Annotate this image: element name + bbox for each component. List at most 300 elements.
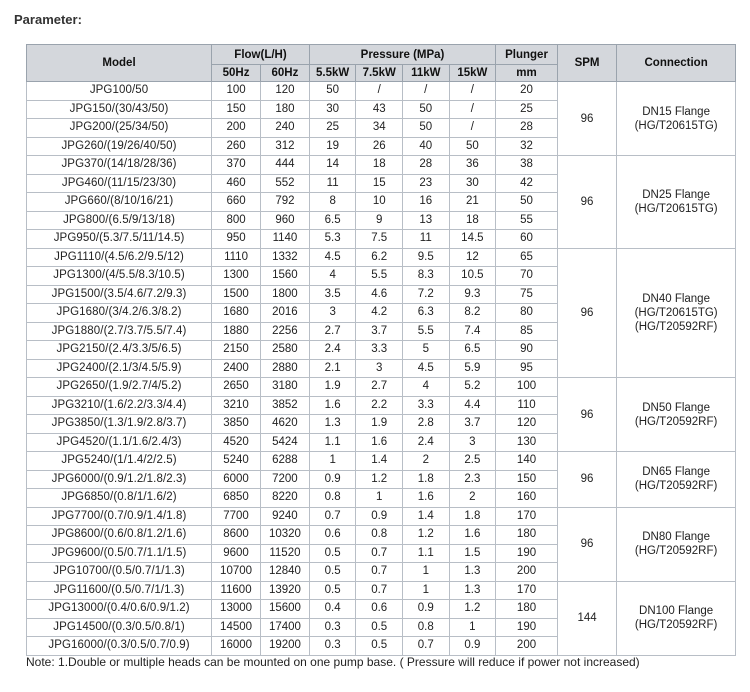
pressure-11kw-cell: 1.1: [403, 544, 450, 563]
flow-50hz-cell: 8600: [212, 526, 261, 545]
model-cell: JPG14500/(0.3/0.5/0.8/1): [27, 618, 212, 637]
pressure-5-5kw-cell: 11: [309, 174, 356, 193]
model-cell: JPG1300/(4/5.5/8.3/10.5): [27, 267, 212, 286]
pressure-5-5kw-cell: 2.7: [309, 322, 356, 341]
connection-line: (HG/T20615TG): [634, 202, 718, 215]
plunger-cell: 160: [496, 489, 558, 508]
header-spm: SPM: [557, 45, 616, 82]
pressure-7-5kw-cell: 0.6: [356, 600, 403, 619]
pressure-11kw-cell: 9.5: [403, 248, 450, 267]
pressure-7-5kw-cell: 26: [356, 137, 403, 156]
plunger-cell: 140: [496, 452, 558, 471]
pressure-11kw-cell: 5: [403, 341, 450, 360]
flow-50hz-cell: 950: [212, 230, 261, 249]
model-cell: JPG3210/(1.6/2.2/3.3/4.4): [27, 396, 212, 415]
pressure-5-5kw-cell: 0.5: [309, 544, 356, 563]
flow-50hz-cell: 16000: [212, 637, 261, 656]
header-60hz: 60Hz: [260, 65, 309, 82]
pressure-7-5kw-cell: 0.8: [356, 526, 403, 545]
flow-60hz-cell: 19200: [260, 637, 309, 656]
pressure-7-5kw-cell: 4.6: [356, 285, 403, 304]
pressure-15kw-cell: 1.8: [449, 507, 496, 526]
spm-cell: 144: [557, 581, 616, 655]
connection-line: DN100 Flange: [639, 605, 714, 617]
pressure-11kw-cell: 40: [403, 137, 450, 156]
pressure-5-5kw-cell: 2.1: [309, 359, 356, 378]
pressure-15kw-cell: 4.4: [449, 396, 496, 415]
model-cell: JPG800/(6.5/9/13/18): [27, 211, 212, 230]
pressure-11kw-cell: 2: [403, 452, 450, 471]
flow-50hz-cell: 9600: [212, 544, 261, 563]
flow-50hz-cell: 800: [212, 211, 261, 230]
plunger-cell: 25: [496, 100, 558, 119]
header-50hz: 50Hz: [212, 65, 261, 82]
pressure-15kw-cell: 6.5: [449, 341, 496, 360]
pressure-7-5kw-cell: 18: [356, 156, 403, 175]
flow-50hz-cell: 370: [212, 156, 261, 175]
connection-line: DN25 Flange: [642, 188, 710, 201]
connection-cell: [617, 82, 736, 156]
plunger-cell: 130: [496, 433, 558, 452]
connection-line: (HG/T20592RF): [634, 415, 718, 428]
flow-50hz-cell: 10700: [212, 563, 261, 582]
plunger-cell: 110: [496, 396, 558, 415]
model-cell: JPG460/(11/15/23/30): [27, 174, 212, 193]
plunger-cell: 190: [496, 618, 558, 637]
plunger-cell: 150: [496, 470, 558, 489]
pressure-7-5kw-cell: 3.3: [356, 341, 403, 360]
pressure-11kw-cell: 2.8: [403, 415, 450, 434]
pressure-15kw-cell: 3: [449, 433, 496, 452]
pressure-15kw-cell: 1.3: [449, 563, 496, 582]
pressure-15kw-cell: 1: [449, 618, 496, 637]
flow-50hz-cell: 3210: [212, 396, 261, 415]
flow-60hz-cell: 11520: [260, 544, 309, 563]
pressure-11kw-cell: 13: [403, 211, 450, 230]
flow-50hz-cell: 4520: [212, 433, 261, 452]
pressure-7-5kw-cell: 0.7: [356, 544, 403, 563]
connection-cell: [617, 248, 736, 378]
pressure-15kw-cell: 3.7: [449, 415, 496, 434]
connection-line: DN15 Flange: [642, 105, 710, 118]
flow-60hz-cell: 552: [260, 174, 309, 193]
pressure-11kw-cell: 50: [403, 100, 450, 119]
flow-60hz-cell: 5424: [260, 433, 309, 452]
plunger-cell: 60: [496, 230, 558, 249]
pressure-7-5kw-cell: 3: [356, 359, 403, 378]
model-cell: JPG8600/(0.6/0.8/1.2/1.6): [27, 526, 212, 545]
header-11kw: 11kW: [403, 65, 450, 82]
spm-cell: 96: [557, 452, 616, 508]
flow-60hz-cell: 2016: [260, 304, 309, 323]
header-plunger-unit: mm: [496, 65, 558, 82]
pressure-15kw-cell: 1.6: [449, 526, 496, 545]
pressure-5-5kw-cell: 1.3: [309, 415, 356, 434]
footnote: Note: 1.Double or multiple heads can be mounted on one pump base. ( Pressure will reduce if power not increased): [26, 655, 640, 669]
model-cell: JPG1500/(3.5/4.6/7.2/9.3): [27, 285, 212, 304]
model-cell: JPG660/(8/10/16/21): [27, 193, 212, 212]
pressure-7-5kw-cell: 2.7: [356, 378, 403, 397]
flow-60hz-cell: 1560: [260, 267, 309, 286]
pressure-5-5kw-cell: 0.8: [309, 489, 356, 508]
flow-50hz-cell: 1880: [212, 322, 261, 341]
table-row: [27, 452, 736, 471]
pressure-11kw-cell: 1.6: [403, 489, 450, 508]
pressure-5-5kw-cell: 0.6: [309, 526, 356, 545]
flow-50hz-cell: 660: [212, 193, 261, 212]
pressure-5-5kw-cell: 0.7: [309, 507, 356, 526]
flow-50hz-cell: 2650: [212, 378, 261, 397]
flow-50hz-cell: 100: [212, 82, 261, 101]
flow-50hz-cell: 11600: [212, 581, 261, 600]
pressure-11kw-cell: /: [403, 82, 450, 101]
header-15kw: 15kW: [449, 65, 496, 82]
pressure-15kw-cell: 2.3: [449, 470, 496, 489]
pressure-15kw-cell: 1.3: [449, 581, 496, 600]
model-cell: JPG2150/(2.4/3.3/5/6.5): [27, 341, 212, 360]
table-row: [27, 82, 736, 101]
header-pressure: Pressure (MPa): [309, 45, 495, 65]
header-model: Model: [27, 45, 212, 82]
model-cell: JPG2650/(1.9/2.7/4/5.2): [27, 378, 212, 397]
pressure-11kw-cell: 28: [403, 156, 450, 175]
pressure-5-5kw-cell: 1.6: [309, 396, 356, 415]
flow-60hz-cell: 444: [260, 156, 309, 175]
flow-60hz-cell: 2256: [260, 322, 309, 341]
pressure-15kw-cell: 12: [449, 248, 496, 267]
pressure-7-5kw-cell: 1.2: [356, 470, 403, 489]
flow-60hz-cell: 7200: [260, 470, 309, 489]
plunger-cell: 170: [496, 581, 558, 600]
pressure-11kw-cell: 6.3: [403, 304, 450, 323]
pressure-15kw-cell: 30: [449, 174, 496, 193]
pressure-7-5kw-cell: 2.2: [356, 396, 403, 415]
flow-50hz-cell: 1500: [212, 285, 261, 304]
pressure-7-5kw-cell: 15: [356, 174, 403, 193]
model-cell: JPG2400/(2.1/3/4.5/5.9): [27, 359, 212, 378]
model-cell: JPG260/(19/26/40/50): [27, 137, 212, 156]
plunger-cell: 50: [496, 193, 558, 212]
pressure-11kw-cell: 11: [403, 230, 450, 249]
pressure-5-5kw-cell: 5.3: [309, 230, 356, 249]
model-cell: JPG9600/(0.5/0.7/1.1/1.5): [27, 544, 212, 563]
model-cell: JPG3850/(1.3/1.9/2.8/3.7): [27, 415, 212, 434]
plunger-cell: 190: [496, 544, 558, 563]
pressure-11kw-cell: 23: [403, 174, 450, 193]
model-cell: JPG13000/(0.4/0.6/0.9/1.2): [27, 600, 212, 619]
model-cell: JPG370/(14/18/28/36): [27, 156, 212, 175]
plunger-cell: 70: [496, 267, 558, 286]
flow-60hz-cell: 12840: [260, 563, 309, 582]
model-cell: JPG4520/(1.1/1.6/2.4/3): [27, 433, 212, 452]
flow-60hz-cell: 3852: [260, 396, 309, 415]
plunger-cell: 200: [496, 637, 558, 656]
plunger-cell: 120: [496, 415, 558, 434]
model-cell: JPG5240/(1/1.4/2/2.5): [27, 452, 212, 471]
model-cell: JPG6000/(0.9/1.2/1.8/2.3): [27, 470, 212, 489]
pressure-11kw-cell: 1.2: [403, 526, 450, 545]
plunger-cell: 90: [496, 341, 558, 360]
flow-60hz-cell: 9240: [260, 507, 309, 526]
flow-50hz-cell: 150: [212, 100, 261, 119]
connection-line: DN40 Flange: [642, 292, 710, 305]
pressure-15kw-cell: 2: [449, 489, 496, 508]
model-cell: JPG200/(25/34/50): [27, 119, 212, 138]
flow-60hz-cell: 2880: [260, 359, 309, 378]
spm-cell: 96: [557, 378, 616, 452]
pressure-11kw-cell: 8.3: [403, 267, 450, 286]
table-row: [27, 156, 736, 175]
pressure-15kw-cell: 9.3: [449, 285, 496, 304]
spm-cell: 96: [557, 82, 616, 156]
plunger-cell: 85: [496, 322, 558, 341]
flow-50hz-cell: 13000: [212, 600, 261, 619]
flow-60hz-cell: 8220: [260, 489, 309, 508]
flow-60hz-cell: 312: [260, 137, 309, 156]
plunger-cell: 28: [496, 119, 558, 138]
flow-50hz-cell: 2400: [212, 359, 261, 378]
pressure-11kw-cell: 2.4: [403, 433, 450, 452]
pressure-5-5kw-cell: 30: [309, 100, 356, 119]
model-cell: JPG6850/(0.8/1/1.6/2): [27, 489, 212, 508]
flow-50hz-cell: 1680: [212, 304, 261, 323]
header-flow: Flow(L/H): [212, 45, 310, 65]
pressure-7-5kw-cell: 5.5: [356, 267, 403, 286]
connection-line: (HG/T20592RF): [634, 480, 718, 493]
flow-60hz-cell: 120: [260, 82, 309, 101]
pressure-11kw-cell: 0.9: [403, 600, 450, 619]
pressure-15kw-cell: 21: [449, 193, 496, 212]
connection-line: (HG/T20615TG): [634, 119, 718, 132]
pressure-7-5kw-cell: 34: [356, 119, 403, 138]
pressure-5-5kw-cell: 25: [309, 119, 356, 138]
pressure-5-5kw-cell: 6.5: [309, 211, 356, 230]
pressure-5-5kw-cell: 0.3: [309, 618, 356, 637]
flow-50hz-cell: 5240: [212, 452, 261, 471]
pressure-5-5kw-cell: 1: [309, 452, 356, 471]
pressure-5-5kw-cell: 0.4: [309, 600, 356, 619]
flow-60hz-cell: 6288: [260, 452, 309, 471]
pressure-7-5kw-cell: 1: [356, 489, 403, 508]
pressure-7-5kw-cell: 1.4: [356, 452, 403, 471]
header-connection: Connection: [617, 45, 736, 82]
model-cell: JPG11600/(0.5/0.7/1/1.3): [27, 581, 212, 600]
flow-50hz-cell: 200: [212, 119, 261, 138]
flow-60hz-cell: 15600: [260, 600, 309, 619]
pressure-15kw-cell: 5.2: [449, 378, 496, 397]
pressure-7-5kw-cell: /: [356, 82, 403, 101]
spm-cell: 96: [557, 507, 616, 581]
model-cell: JPG10700/(0.5/0.7/1/1.3): [27, 563, 212, 582]
pressure-5-5kw-cell: 19: [309, 137, 356, 156]
plunger-cell: 95: [496, 359, 558, 378]
pressure-5-5kw-cell: 50: [309, 82, 356, 101]
connection-line: (HG/T20592RF): [634, 320, 718, 333]
header-5-5kw: 5.5kW: [309, 65, 356, 82]
model-cell: JPG950/(5.3/7.5/11/14.5): [27, 230, 212, 249]
plunger-cell: 20: [496, 82, 558, 101]
plunger-cell: 65: [496, 248, 558, 267]
table-row: [27, 507, 736, 526]
connection-line: DN50 Flange: [642, 401, 710, 414]
model-cell: JPG100/50: [27, 82, 212, 101]
pressure-5-5kw-cell: 4.5: [309, 248, 356, 267]
model-cell: JPG7700/(0.7/0.9/1.4/1.8): [27, 507, 212, 526]
connection-cell: [617, 507, 736, 581]
pressure-15kw-cell: 1.2: [449, 600, 496, 619]
pressure-15kw-cell: 0.9: [449, 637, 496, 656]
plunger-cell: 180: [496, 600, 558, 619]
model-cell: JPG1680/(3/4.2/6.3/8.2): [27, 304, 212, 323]
pressure-15kw-cell: 2.5: [449, 452, 496, 471]
parameter-table: [26, 44, 736, 656]
flow-50hz-cell: 460: [212, 174, 261, 193]
pressure-15kw-cell: 7.4: [449, 322, 496, 341]
flow-50hz-cell: 6000: [212, 470, 261, 489]
flow-60hz-cell: 240: [260, 119, 309, 138]
table-row: [27, 248, 736, 267]
flow-50hz-cell: 3850: [212, 415, 261, 434]
flow-60hz-cell: 2580: [260, 341, 309, 360]
pressure-11kw-cell: 0.7: [403, 637, 450, 656]
pressure-15kw-cell: 14.5: [449, 230, 496, 249]
pressure-11kw-cell: 1: [403, 581, 450, 600]
pressure-5-5kw-cell: 2.4: [309, 341, 356, 360]
pressure-15kw-cell: /: [449, 100, 496, 119]
model-cell: JPG16000/(0.3/0.5/0.7/0.9): [27, 637, 212, 656]
pressure-11kw-cell: 1.4: [403, 507, 450, 526]
plunger-cell: 170: [496, 507, 558, 526]
connection-line: (HG/T20615TG): [634, 306, 718, 319]
connection-cell: [617, 156, 736, 249]
table-body: [27, 82, 736, 656]
pressure-7-5kw-cell: 43: [356, 100, 403, 119]
pressure-11kw-cell: 1.8: [403, 470, 450, 489]
flow-50hz-cell: 14500: [212, 618, 261, 637]
pressure-7-5kw-cell: 7.5: [356, 230, 403, 249]
spm-cell: 96: [557, 156, 616, 249]
connection-cell: [617, 452, 736, 508]
pressure-5-5kw-cell: 8: [309, 193, 356, 212]
pressure-11kw-cell: 50: [403, 119, 450, 138]
pressure-7-5kw-cell: 10: [356, 193, 403, 212]
flow-60hz-cell: 3180: [260, 378, 309, 397]
table-row: [27, 581, 736, 600]
pressure-5-5kw-cell: 0.5: [309, 563, 356, 582]
flow-60hz-cell: 13920: [260, 581, 309, 600]
pressure-11kw-cell: 0.8: [403, 618, 450, 637]
model-cell: JPG150/(30/43/50): [27, 100, 212, 119]
pressure-11kw-cell: 5.5: [403, 322, 450, 341]
pressure-7-5kw-cell: 3.7: [356, 322, 403, 341]
flow-60hz-cell: 1332: [260, 248, 309, 267]
connection-line: (HG/T20592RF): [634, 619, 718, 631]
flow-50hz-cell: 2150: [212, 341, 261, 360]
pressure-7-5kw-cell: 6.2: [356, 248, 403, 267]
pressure-15kw-cell: 10.5: [449, 267, 496, 286]
plunger-cell: 32: [496, 137, 558, 156]
plunger-cell: 42: [496, 174, 558, 193]
flow-50hz-cell: 6850: [212, 489, 261, 508]
pressure-5-5kw-cell: 14: [309, 156, 356, 175]
pressure-15kw-cell: /: [449, 82, 496, 101]
pressure-11kw-cell: 3.3: [403, 396, 450, 415]
plunger-cell: 38: [496, 156, 558, 175]
pressure-11kw-cell: 4.5: [403, 359, 450, 378]
plunger-cell: 100: [496, 378, 558, 397]
pressure-11kw-cell: 1: [403, 563, 450, 582]
pressure-5-5kw-cell: 1.9: [309, 378, 356, 397]
pressure-5-5kw-cell: 0.9: [309, 470, 356, 489]
plunger-cell: 75: [496, 285, 558, 304]
plunger-cell: 80: [496, 304, 558, 323]
pressure-11kw-cell: 7.2: [403, 285, 450, 304]
pressure-11kw-cell: 16: [403, 193, 450, 212]
pressure-7-5kw-cell: 0.5: [356, 637, 403, 656]
flow-60hz-cell: 960: [260, 211, 309, 230]
header-plunger: Plunger: [496, 45, 558, 65]
pressure-7-5kw-cell: 0.9: [356, 507, 403, 526]
model-cell: JPG1880/(2.7/3.7/5.5/7.4): [27, 322, 212, 341]
pressure-15kw-cell: /: [449, 119, 496, 138]
pressure-7-5kw-cell: 1.6: [356, 433, 403, 452]
flow-50hz-cell: 1110: [212, 248, 261, 267]
pressure-7-5kw-cell: 0.7: [356, 581, 403, 600]
pressure-5-5kw-cell: 0.5: [309, 581, 356, 600]
flow-60hz-cell: 17400: [260, 618, 309, 637]
connection-line: DN65 Flange: [642, 466, 710, 479]
pressure-15kw-cell: 18: [449, 211, 496, 230]
connection-line: DN80 Flange: [642, 531, 710, 543]
pressure-5-5kw-cell: 4: [309, 267, 356, 286]
flow-50hz-cell: 260: [212, 137, 261, 156]
flow-60hz-cell: 4620: [260, 415, 309, 434]
pressure-5-5kw-cell: 3.5: [309, 285, 356, 304]
flow-60hz-cell: 792: [260, 193, 309, 212]
flow-60hz-cell: 1140: [260, 230, 309, 249]
pressure-5-5kw-cell: 1.1: [309, 433, 356, 452]
pressure-15kw-cell: 50: [449, 137, 496, 156]
pressure-15kw-cell: 5.9: [449, 359, 496, 378]
flow-50hz-cell: 7700: [212, 507, 261, 526]
pressure-7-5kw-cell: 1.9: [356, 415, 403, 434]
header-7-5kw: 7.5kW: [356, 65, 403, 82]
table-row: [27, 378, 736, 397]
plunger-cell: 55: [496, 211, 558, 230]
plunger-cell: 180: [496, 526, 558, 545]
pressure-11kw-cell: 4: [403, 378, 450, 397]
flow-60hz-cell: 180: [260, 100, 309, 119]
pressure-15kw-cell: 36: [449, 156, 496, 175]
connection-cell: [617, 378, 736, 452]
spm-cell: 96: [557, 248, 616, 378]
section-heading: Parameter:: [14, 12, 82, 27]
pressure-5-5kw-cell: 0.3: [309, 637, 356, 656]
pressure-7-5kw-cell: 4.2: [356, 304, 403, 323]
flow-50hz-cell: 1300: [212, 267, 261, 286]
connection-line: (HG/T20592RF): [634, 545, 718, 557]
flow-60hz-cell: 1800: [260, 285, 309, 304]
flow-60hz-cell: 10320: [260, 526, 309, 545]
pressure-7-5kw-cell: 9: [356, 211, 403, 230]
connection-cell: [617, 581, 736, 655]
plunger-cell: 200: [496, 563, 558, 582]
pressure-7-5kw-cell: 0.7: [356, 563, 403, 582]
pressure-7-5kw-cell: 0.5: [356, 618, 403, 637]
model-cell: JPG1110/(4.5/6.2/9.5/12): [27, 248, 212, 267]
pressure-5-5kw-cell: 3: [309, 304, 356, 323]
pressure-15kw-cell: 1.5: [449, 544, 496, 563]
